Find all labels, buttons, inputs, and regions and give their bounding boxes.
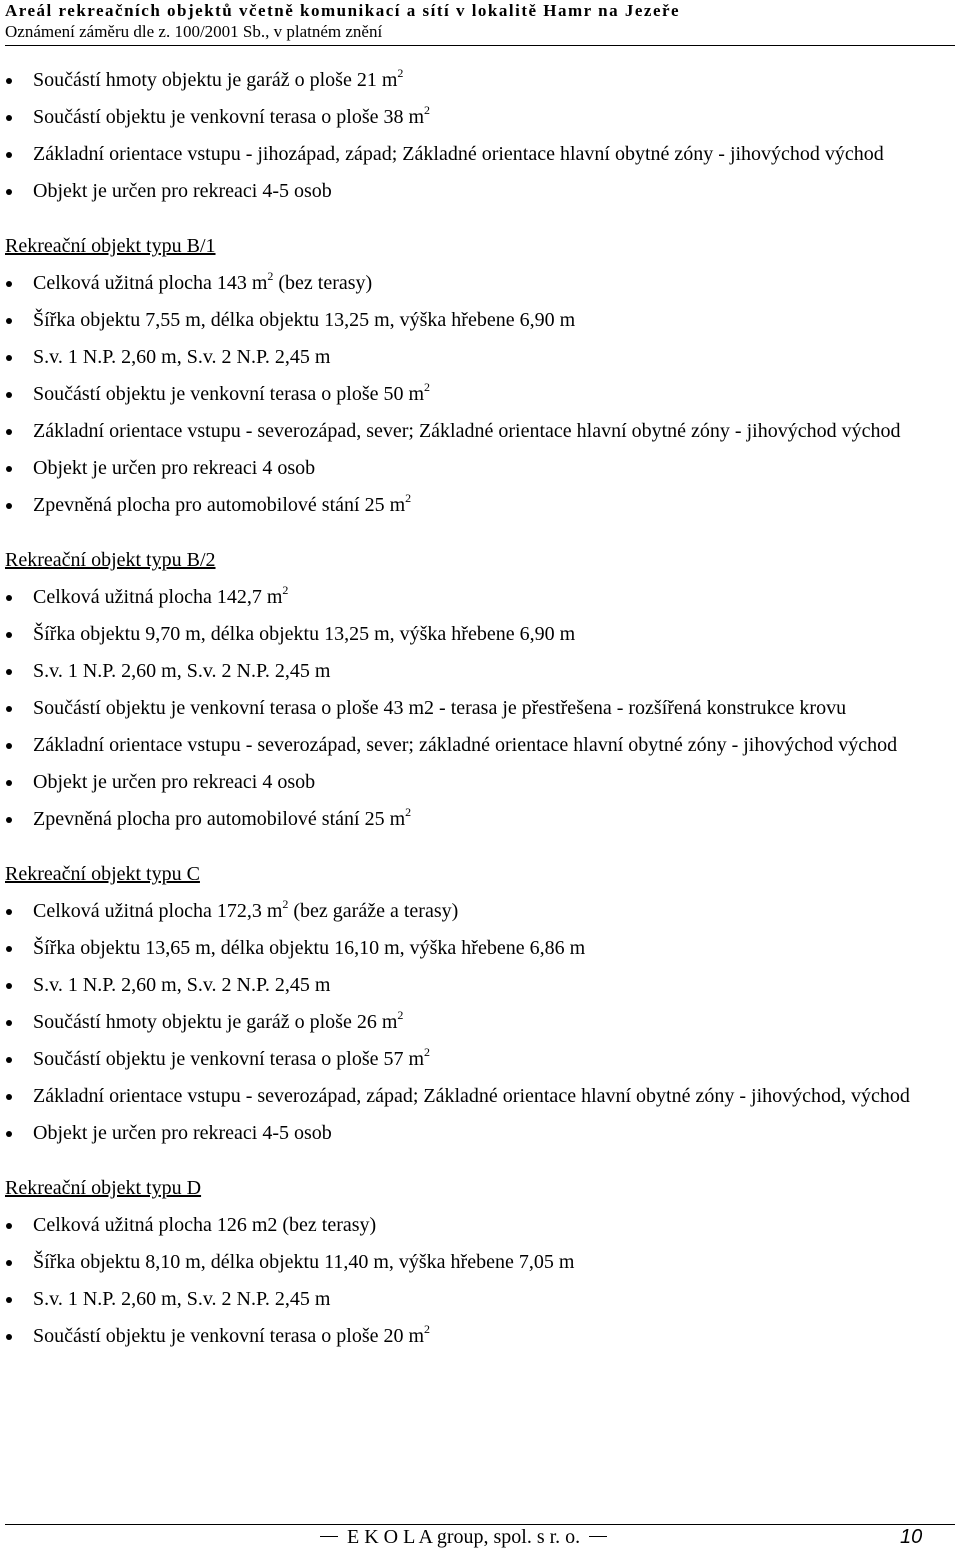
list-item-text: Základní orientace vstupu - severozápad, západ; Základné orientace hlavní obytné zóny - jihovýchod, východ — [33, 1085, 910, 1107]
footer-rule — [5, 1524, 955, 1525]
list-item — [5, 265, 955, 302]
list-item-suffix: (bez terasy) — [273, 272, 373, 294]
list-item — [5, 764, 955, 801]
section — [5, 542, 955, 838]
list-item-text: Celková užitná plocha 143 m — [33, 272, 268, 294]
section-heading: Rekreační objekt typu B/1 — [5, 235, 216, 257]
section — [5, 62, 955, 210]
footer-company: E K O L A group, spol. s r. o. — [347, 1526, 581, 1548]
list-item — [5, 487, 955, 524]
section — [5, 1170, 955, 1355]
superscript: 2 — [424, 1045, 431, 1059]
superscript: 2 — [397, 66, 404, 80]
list-item-text: Šířka objektu 8,10 m, délka objektu 11,40 m, výška hřebene 7,05 m — [33, 1251, 575, 1273]
list-item — [5, 1115, 955, 1152]
list-item — [5, 302, 955, 339]
list-item — [5, 62, 955, 99]
list-item — [5, 136, 955, 173]
superscript: 2 — [397, 1008, 404, 1022]
list-item-text: Objekt je určen pro rekreaci 4-5 osob — [33, 180, 332, 202]
page-number: 10 — [900, 1526, 923, 1548]
superscript: 2 — [405, 805, 412, 819]
list-item — [5, 1207, 955, 1244]
list-item — [5, 727, 955, 764]
list-item-text: S.v. 1 N.P. 2,60 m, S.v. 2 N.P. 2,45 m — [33, 974, 331, 996]
list-item — [5, 1281, 955, 1318]
document-subtitle: Oznámení záměru dle z. 100/2001 Sb., v platném znění — [5, 22, 383, 41]
section-heading: Rekreační objekt typu B/2 — [5, 549, 216, 571]
superscript: 2 — [424, 1322, 431, 1336]
list-item-text: Základní orientace vstupu - severozápad, sever; základné orientace hlavní obytné zóny - jihovýchod východ — [33, 734, 898, 756]
list-item-text: Součástí objektu je venkovní terasa o ploše 50 m — [33, 383, 425, 405]
list-item-text: Objekt je určen pro rekreaci 4 osob — [33, 771, 316, 793]
list-item-text: Šířka objektu 7,55 m, délka objektu 13,25 m, výška hřebene 6,90 m — [33, 309, 576, 331]
list-item — [5, 1244, 955, 1281]
list-item-text: Součástí hmoty objektu je garáž o ploše 26 m — [33, 1011, 398, 1033]
list-item-text: Součástí objektu je venkovní terasa o ploše 57 m — [33, 1048, 425, 1070]
list-item-text: Základní orientace vstupu - severozápad, sever; Základné orientace hlavní obytné zóny - jihovýchod východ — [33, 420, 901, 442]
list-item — [5, 339, 955, 376]
page-header — [5, 0, 955, 42]
list-item — [5, 1318, 955, 1355]
bullet-list — [5, 265, 955, 524]
page-footer — [320, 1526, 923, 1548]
list-item-text: Objekt je určen pro rekreaci 4-5 osob — [33, 1122, 332, 1144]
list-item-text: S.v. 1 N.P. 2,60 m, S.v. 2 N.P. 2,45 m — [33, 1288, 331, 1310]
superscript: 2 — [424, 380, 431, 394]
list-item-text: Součástí hmoty objektu je garáž o ploše 21 m — [33, 69, 398, 91]
list-item-text: Zpevněná plocha pro automobilové stání 25 m — [33, 808, 406, 830]
list-item-text: Objekt je určen pro rekreaci 4 osob — [33, 457, 316, 479]
list-item-suffix: (bez garáže a terasy) — [288, 900, 459, 922]
list-item — [5, 1004, 955, 1041]
list-item-text: Šířka objektu 13,65 m, délka objektu 16,10 m, výška hřebene 6,86 m — [33, 937, 586, 959]
list-item-text: Zpevněná plocha pro automobilové stání 25 m — [33, 494, 406, 516]
superscript: 2 — [282, 583, 289, 597]
superscript: 2 — [405, 491, 412, 505]
document-body — [5, 62, 955, 1355]
section — [5, 856, 955, 1152]
bullet-list — [5, 62, 955, 210]
list-item — [5, 1041, 955, 1078]
list-item — [5, 413, 955, 450]
list-item — [5, 930, 955, 967]
section — [5, 228, 955, 524]
footer-dash-right — [589, 1536, 607, 1537]
list-item — [5, 653, 955, 690]
list-item-text: Celková užitná plocha 172,3 m — [33, 900, 283, 922]
list-item-text: Šířka objektu 9,70 m, délka objektu 13,25 m, výška hřebene 6,90 m — [33, 623, 576, 645]
superscript: 2 — [282, 897, 289, 911]
list-item-text: Základní orientace vstupu - jihozápad, západ; Základné orientace hlavní obytné zóny - jihovýchod východ — [33, 143, 884, 165]
bullet-list — [5, 579, 955, 838]
list-item — [5, 173, 955, 210]
list-item — [5, 450, 955, 487]
bullet-list — [5, 1207, 955, 1355]
list-item — [5, 967, 955, 1004]
list-item-text: Součástí objektu je venkovní terasa o ploše 20 m — [33, 1325, 425, 1347]
list-item — [5, 893, 955, 930]
list-item — [5, 616, 955, 653]
document-title: Areál rekreačních objektů včetně komunikací a sítí v lokalitě Hamr na Jezeře — [5, 1, 681, 20]
footer-dash-left — [320, 1536, 338, 1537]
list-item-text: S.v. 1 N.P. 2,60 m, S.v. 2 N.P. 2,45 m — [33, 660, 331, 682]
bullet-list — [5, 893, 955, 1152]
list-item — [5, 579, 955, 616]
superscript: 2 — [424, 103, 431, 117]
superscript: 2 — [267, 269, 274, 283]
list-item-text: Celková užitná plocha 126 m2 (bez terasy) — [33, 1214, 377, 1236]
list-item-text: Součástí objektu je venkovní terasa o ploše 43 m2 - terasa je přestřešena - rozšířená konstrukce krovu — [33, 697, 847, 719]
list-item-text: Celková užitná plocha 142,7 m — [33, 586, 283, 608]
section-heading: Rekreační objekt typu D — [5, 1177, 202, 1199]
list-item — [5, 376, 955, 413]
list-item — [5, 99, 955, 136]
list-item-text: S.v. 1 N.P. 2,60 m, S.v. 2 N.P. 2,45 m — [33, 346, 331, 368]
section-heading: Rekreační objekt typu C — [5, 863, 200, 885]
list-item — [5, 690, 955, 727]
list-item — [5, 1078, 955, 1115]
header-rule — [5, 45, 955, 46]
list-item-text: Součástí objektu je venkovní terasa o ploše 38 m — [33, 106, 425, 128]
list-item — [5, 801, 955, 838]
